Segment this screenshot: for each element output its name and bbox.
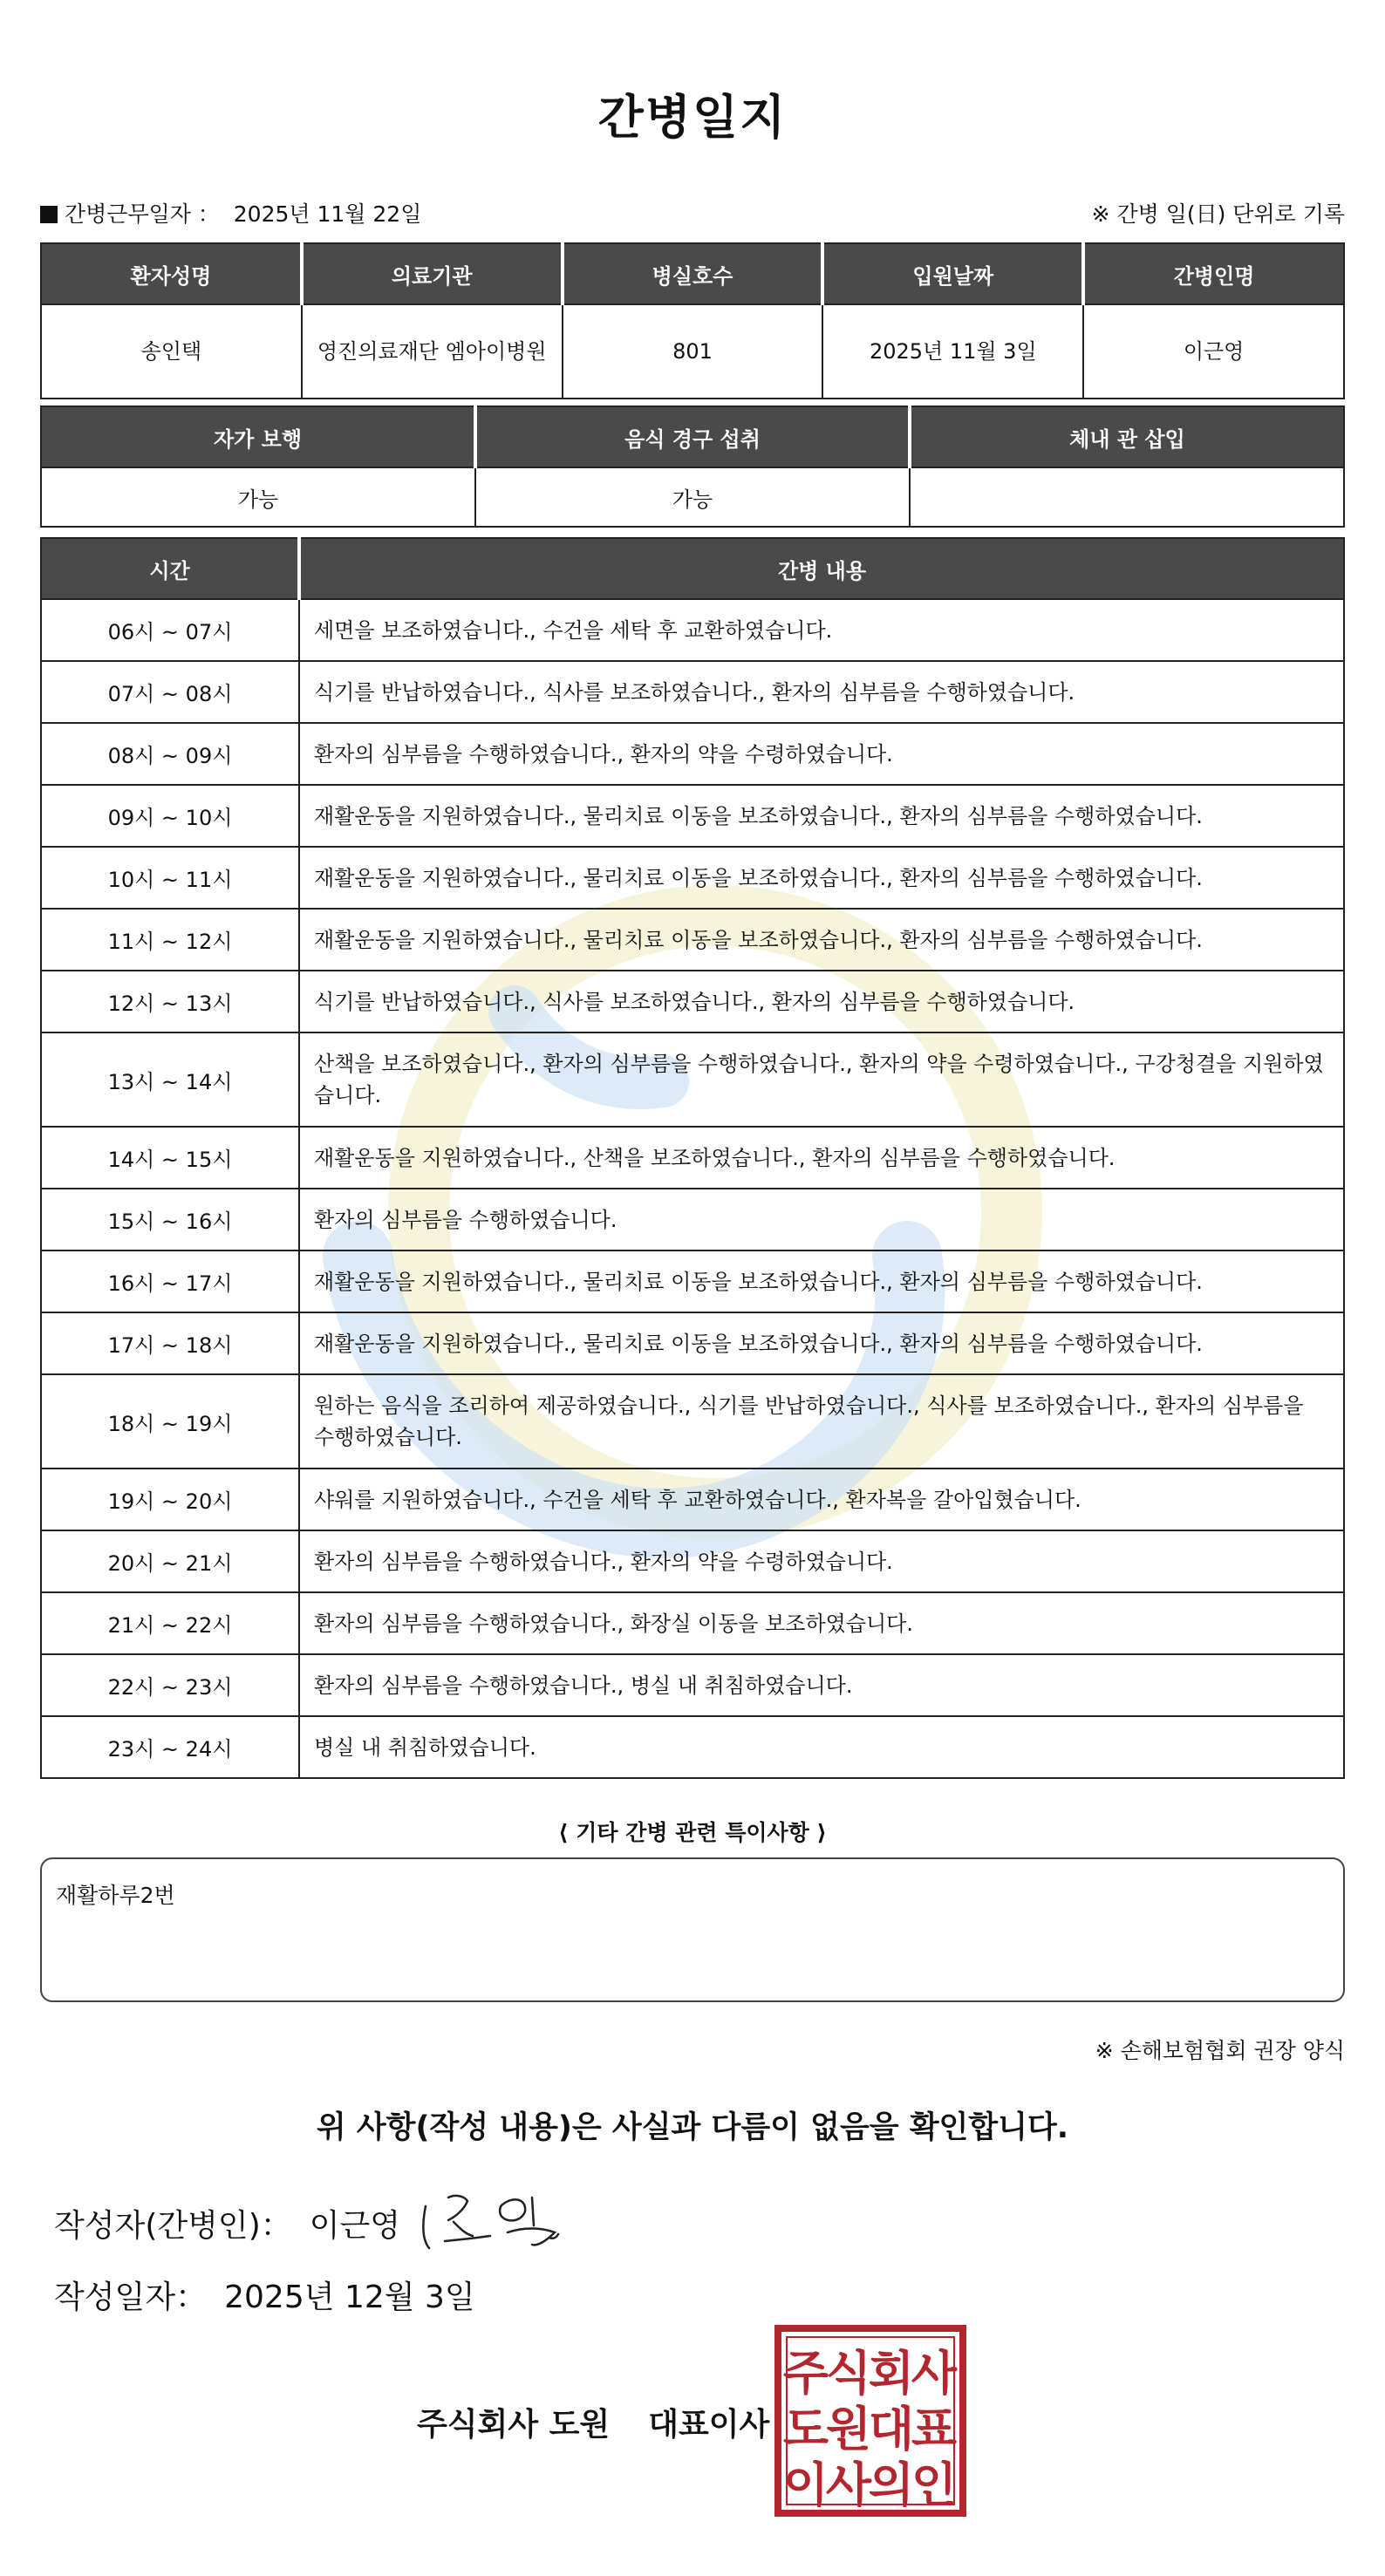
oral-intake-status: 가능: [475, 467, 910, 527]
row-time: 20시 ~ 21시: [41, 1530, 299, 1592]
row-content: 산책을 보조하였습니다., 환자의 심부름을 수행하였습니다., 환자의 약을 수령하였습니다., 구강청결을 지원하였습니다.: [299, 1032, 1344, 1127]
special-notes-text: 재활하루2번: [56, 1883, 175, 1908]
walking-status: 가능: [41, 467, 475, 527]
row-time: 22시 ~ 23시: [41, 1654, 299, 1716]
page-title: 간병일지: [597, 90, 788, 145]
caregiver-name: 이근영: [1083, 304, 1344, 399]
row-content: 재활운동을 지원하였습니다., 물리치료 이동을 보조하였습니다., 환자의 심부름을 수행하였습니다.: [299, 847, 1344, 909]
table-row: [41, 1469, 1344, 1530]
table-row: [41, 785, 1344, 847]
hospital-name: 영진의료재단 엠아이병원: [302, 304, 563, 399]
table-row: [41, 661, 1344, 723]
table-row: [41, 1530, 1344, 1592]
row-time: 11시 ~ 12시: [41, 909, 299, 971]
special-notes-box: [40, 1857, 1345, 2002]
row-time: 12시 ~ 13시: [41, 971, 299, 1032]
patient-status-table: [40, 405, 1345, 528]
row-time: 09시 ~ 10시: [41, 785, 299, 847]
table-row: [41, 1251, 1344, 1312]
patient-name: 송인택: [41, 304, 302, 399]
row-content: 샤워를 지원하였습니다., 수건을 세탁 후 교환하였습니다., 환자복을 갈아입혔습니다.: [299, 1469, 1344, 1530]
header-caregiver: 간병인명: [1083, 243, 1344, 304]
company-representative: 대표이사: [648, 2407, 770, 2443]
row-content: 원하는 음식을 조리하여 제공하였습니다., 식기를 반납하였습니다., 식사를 보조하였습니다., 환자의 심부름을 수행하였습니다.: [299, 1374, 1344, 1469]
row-content: 환자의 심부름을 수행하였습니다., 환자의 약을 수령하였습니다.: [299, 723, 1344, 785]
table-row: [41, 1592, 1344, 1654]
header-walking: 자가 보행: [41, 406, 475, 467]
row-time: 19시 ~ 20시: [41, 1469, 299, 1530]
row-content: 세면을 보조하였습니다., 수건을 세탁 후 교환하였습니다.: [299, 599, 1344, 661]
square-bullet-icon: [40, 206, 58, 223]
table-row: [41, 909, 1344, 971]
row-time: 08시 ~ 09시: [41, 723, 299, 785]
writer-line: [54, 2201, 400, 2245]
work-date-label: 간병근무일자 ：: [65, 201, 220, 227]
row-time: 17시 ~ 18시: [41, 1312, 299, 1374]
row-content: 환자의 심부름을 수행하였습니다., 화장실 이동을 보조하였습니다.: [299, 1592, 1344, 1654]
written-date-value: 2025년 12월 3일: [224, 2280, 475, 2315]
header-tube: 체내 관 삽입: [910, 406, 1344, 467]
table-row: [41, 599, 1344, 661]
room-number: 801: [563, 304, 823, 399]
table-row: [41, 847, 1344, 909]
work-date: [40, 197, 421, 228]
row-time: 14시 ~ 15시: [41, 1127, 299, 1189]
table-row: [41, 971, 1344, 1032]
row-content: 환자의 심부름을 수행하였습니다.: [299, 1189, 1344, 1251]
company-seal: [773, 2323, 968, 2518]
written-date-label: 작성일자：: [54, 2280, 208, 2315]
seal-lettering: 주식회사 도원대표 이사의인: [782, 2346, 958, 2512]
header-oral-intake: 음식 경구 섭취: [475, 406, 910, 467]
header-admission-date: 입원날짜: [822, 243, 1083, 304]
care-log-table: [40, 537, 1345, 1779]
tube-status: [910, 467, 1344, 527]
table-row: [41, 723, 1344, 785]
row-content: 식기를 반납하였습니다., 식사를 보조하였습니다., 환자의 심부름을 수행하였습니다.: [299, 661, 1344, 723]
row-time: 07시 ~ 08시: [41, 661, 299, 723]
record-note: ※ 간병 일(日) 단위로 기록: [1091, 201, 1345, 227]
row-content: 재활운동을 지원하였습니다., 물리치료 이동을 보조하였습니다., 환자의 심부름을 수행하였습니다.: [299, 1251, 1344, 1312]
row-content: 식기를 반납하였습니다., 식사를 보조하였습니다., 환자의 심부름을 수행하였습니다.: [299, 971, 1344, 1032]
company-line: [417, 2400, 769, 2444]
writer-label: 작성자(간병인)：: [54, 2208, 292, 2244]
row-content: 환자의 심부름을 수행하였습니다., 환자의 약을 수령하였습니다.: [299, 1530, 1344, 1592]
row-time: 16시 ~ 17시: [41, 1251, 299, 1312]
table-row: [41, 1716, 1344, 1778]
work-date-value: 2025년 11월 22일: [233, 201, 422, 227]
table-row: [41, 1374, 1344, 1469]
table-row: [41, 1654, 1344, 1716]
admission-date: 2025년 11월 3일: [822, 304, 1083, 399]
table-row: [41, 1312, 1344, 1374]
row-time: 13시 ~ 14시: [41, 1032, 299, 1127]
header-room: 병실호수: [563, 243, 823, 304]
row-time: 06시 ~ 07시: [41, 599, 299, 661]
row-time: 10시 ~ 11시: [41, 847, 299, 909]
row-content: 환자의 심부름을 수행하였습니다., 병실 내 취침하였습니다.: [299, 1654, 1344, 1716]
confirmation-statement: 위 사항(작성 내용)은 사실과 다름이 없음을 확인합니다.: [316, 2110, 1069, 2145]
header-care-content: 간병 내용: [299, 538, 1344, 599]
row-content: 병실 내 취침하였습니다.: [299, 1716, 1344, 1778]
special-notes-title: ⟨ 기타 간병 관련 특이사항 ⟩: [558, 1820, 827, 1845]
row-time: 15시 ~ 16시: [41, 1189, 299, 1251]
row-time: 23시 ~ 24시: [41, 1716, 299, 1778]
writer-name: 이근영: [309, 2208, 401, 2244]
patient-info-table: [40, 242, 1345, 399]
header-hospital: 의료기관: [302, 243, 563, 304]
handwritten-signature: [410, 2171, 584, 2259]
table-row: [41, 1189, 1344, 1251]
header-time: 시간: [41, 538, 299, 599]
table-row: [41, 1127, 1344, 1189]
row-content: 재활운동을 지원하였습니다., 물리치료 이동을 보조하였습니다., 환자의 심부름을 수행하였습니다.: [299, 1312, 1344, 1374]
table-row: [41, 1032, 1344, 1127]
row-time: 21시 ~ 22시: [41, 1592, 299, 1654]
written-date-line: [54, 2273, 475, 2317]
row-content: 재활운동을 지원하였습니다., 물리치료 이동을 보조하였습니다., 환자의 심부름을 수행하였습니다.: [299, 909, 1344, 971]
row-content: 재활운동을 지원하였습니다., 산책을 보조하였습니다., 환자의 심부름을 수행하였습니다.: [299, 1127, 1344, 1189]
form-note: ※ 손해보험협회 권장 양식: [1095, 2038, 1345, 2063]
header-patient-name: 환자성명: [41, 243, 302, 304]
row-content: 재활운동을 지원하였습니다., 물리치료 이동을 보조하였습니다., 환자의 심부름을 수행하였습니다.: [299, 785, 1344, 847]
row-time: 18시 ~ 19시: [41, 1374, 299, 1469]
company-name: 주식회사 도원: [417, 2407, 611, 2443]
